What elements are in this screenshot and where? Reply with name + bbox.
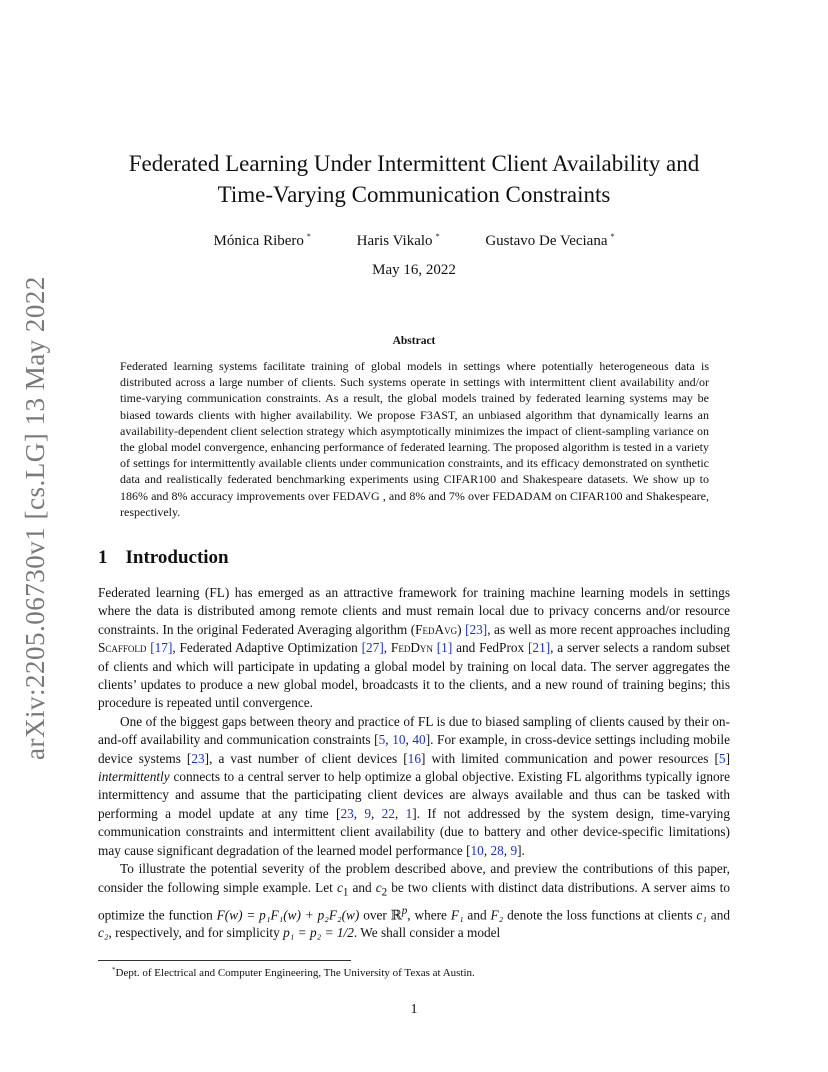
author-3: [485, 228, 614, 250]
citation-link[interactable]: 9: [364, 805, 372, 821]
affiliation-mark: *: [610, 232, 615, 241]
author-list: [98, 228, 730, 250]
citation-link[interactable]: 10: [392, 732, 406, 748]
title-line-2: Time-Varying Communication Constraints: [217, 182, 611, 207]
paragraph-1: [98, 584, 730, 713]
math-superscript: p: [401, 904, 408, 917]
citation-link[interactable]: [17]: [150, 640, 173, 656]
math-variable: c: [375, 879, 382, 895]
text-run: One of the biggest gaps between theory and practice of FL is due to biased sampling of clients caused by their on-and-off availability and communication constraints [: [98, 713, 730, 748]
citation-link[interactable]: 28: [490, 842, 504, 858]
math-variable: F₁: [450, 906, 464, 922]
footnote: [112, 963, 475, 980]
text-run: , Federated Adaptive Optimization: [172, 640, 362, 656]
section-heading: [98, 546, 229, 570]
math-variable: F₂: [490, 906, 504, 922]
emphasized-word: intermittently: [98, 769, 170, 785]
author-name: Gustavo De Veciana: [485, 233, 608, 249]
author-name: Haris Vikalo: [356, 233, 433, 249]
author-1: [214, 228, 311, 250]
citation-link[interactable]: [21]: [528, 640, 551, 656]
math-expression: p₁ = p₂ = 1/2: [283, 925, 354, 941]
text-run: ]. If not addressed by the system design, time-varying communication constraints and intermittent client availability (due to battery and other device-specific limitations) may cause significant degradation of the learned model performance [: [98, 805, 730, 858]
math-subscript: 2: [381, 886, 388, 899]
text-run: , where: [407, 906, 451, 922]
citation-link[interactable]: 23: [191, 750, 205, 766]
math-variable: c₂: [98, 925, 109, 941]
section-number: 1: [98, 547, 108, 568]
abstract-text: Federated learning systems facilitate training of global models in settings where potentially heterogeneous data is distributed across a large number of clients. Such systems operate in settings with intermittent client availability and/or time-varying communication constraints. As a result, the global models trained by federated learning systems may be biased towards clients with higher availability. We propose F3AST, an unbiased algorithm that dynamically learns an availability-dependent client selection strategy which asymptotically minimizes the impact of client-sampling variance on the global model convergence, enhancing performance of federated learning. The proposed algorithm is tested in a variety of settings for intermittently available clients under communication constraints, and its efficacy demonstrated on synthetic data and realistically federated benchmarking experiments using CIFAR100 and Shakespeare datasets. We show up to 186% and 8% accuracy improvements over FEDAVG , and 8% and 7% over FEDADAM on CIFAR100 and Shakespeare, respectively.: [120, 359, 709, 519]
title-line-1: Federated Learning Under Intermittent Client Availability and: [128, 151, 700, 176]
citation-link[interactable]: 9: [510, 842, 518, 858]
introduction-body: [98, 584, 730, 943]
text-run: To illustrate the potential severity of the problem described above, and preview the contributions of this paper, consider the following simple example. Let: [98, 861, 730, 895]
footnote-mark: *: [112, 966, 116, 974]
text-run: and: [348, 879, 376, 895]
affiliation-mark: *: [306, 232, 311, 241]
text-run: ].: [517, 842, 525, 858]
text-run: , respectively, and for simplicity: [108, 925, 284, 941]
math-expression: F(w) = p₁F₁(w) + p₂F₂(w): [216, 906, 360, 922]
section-title: Introduction: [125, 547, 229, 568]
text-run: , a server selects a random subset of clients and which will participate in updating a global model by training on local data. The server aggregates the clients’ updates to produce a new global model, broadcasts it to the clients, and a new round of training begins; this procedure is repeated until convergence.: [98, 640, 731, 711]
text-run: ): [457, 621, 466, 637]
text-run: ,: [383, 640, 391, 656]
math-variable: c₁: [696, 906, 707, 922]
text-run: ] with limited communication and power resources [: [420, 750, 719, 766]
text-run: and: [463, 906, 491, 922]
text-run: , as well as more recent approaches including: [487, 621, 730, 637]
footnote-rule: [98, 960, 351, 961]
text-run: and FedProx: [452, 640, 528, 656]
author-name: Mónica Ribero: [213, 233, 304, 249]
text-run: ], a vast number of client devices [: [204, 750, 408, 766]
paragraph-2: One of the biggest gaps between theory and practice of FL is due to biased sampling of clients caused by their on-and-off availability and communication constraints [5, 10, 40]. For example, in cross-device settings including mobile device systems [23], a vast number of client devices [16] with limited communication and power resources [5] intermittently connects to a central server to help optimize a global objective. Existing FL algorithms typically ignore intermittency and assume that the participating client devices are always available and thus can be tasked with performing a model update at any time [23, 9, 22, 1]. If not addressed by the system design, time-varying communication constraints and intermittent client availability (due to battery and other device-specific limitations) may cause significant degradation of the learned model performance [10, 28, 9].: [98, 713, 730, 858]
citation-link[interactable]: [27]: [361, 640, 384, 656]
citation-link[interactable]: 5: [718, 750, 726, 766]
text-run: ]: [725, 750, 730, 766]
text-run: ]. For example, in cross-device settings including mobile device systems [: [98, 732, 730, 766]
math-variable: c: [336, 879, 343, 895]
citation-link[interactable]: 10: [470, 842, 484, 858]
citation-link[interactable]: 40: [412, 732, 426, 748]
page-number: 1: [410, 1002, 418, 1017]
paper-title: [98, 148, 730, 210]
author-2: [357, 228, 440, 250]
citation-link[interactable]: 5: [378, 732, 386, 748]
paper-date: May 16, 2022: [372, 262, 456, 278]
text-run: and: [706, 906, 730, 922]
footnote-text: Dept. of Electrical and Computer Engineering, The University of Texas at Austin.: [115, 967, 475, 979]
math-subscript: 1: [342, 886, 349, 899]
text-run: be two clients with distinct data distributions. A server aims to optimize the function: [98, 879, 730, 922]
text-run: over ℝ: [359, 906, 402, 922]
affiliation-mark: *: [435, 232, 440, 241]
text-run: denote the loss functions at clients: [503, 906, 697, 922]
algorithm-name: FedDyn: [390, 640, 433, 656]
text-run: connects to a central server to help optimize a global objective. Existing FL algorithms typically ignore intermittency and assume that the participating client devices are always available and thus can be tasked with performing a model update at any time [: [98, 769, 730, 821]
arxiv-identifier-stamp: arXiv:2205.06730v1 [cs.LG] 13 May 2022: [20, 276, 50, 760]
citation-link[interactable]: 1: [405, 805, 413, 821]
citation-link[interactable]: [23]: [465, 621, 488, 637]
algorithm-name: FedAvg: [415, 621, 458, 637]
paragraph-3: [98, 860, 730, 943]
text-run: . We shall consider a model: [353, 925, 501, 941]
algorithm-name: Scaffold: [98, 640, 147, 656]
citation-link[interactable]: [1]: [436, 640, 453, 656]
citation-link[interactable]: 23: [340, 805, 354, 821]
text-run: Federated learning (FL) has emerged as an attractive framework for training machine learning models in settings where the data is distributed among remote clients and must remain local due to privacy concerns and/or resource constraints. In the original Federated Averaging algorithm (: [98, 585, 730, 637]
abstract-heading: Abstract: [392, 335, 436, 347]
citation-link[interactable]: 16: [407, 750, 421, 766]
citation-link[interactable]: 22: [381, 805, 395, 821]
